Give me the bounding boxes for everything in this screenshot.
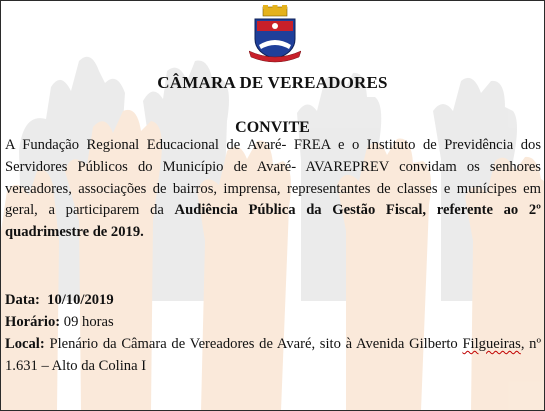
place-label: Local: (5, 336, 45, 352)
time-label: Horário: (5, 314, 61, 330)
event-time (5, 312, 541, 334)
spellcheck-word: Filgueiras (462, 336, 521, 352)
place-value-part1: Plenário da Câmara de Vereadores de Avaré, sito à Avenida Gilberto (49, 336, 463, 352)
page-title: CÂMARA DE VEREADORES (157, 73, 388, 92)
invitation-paragraph (5, 135, 541, 244)
date-label: Data: (5, 292, 40, 308)
place-value-part2: , nº 1.631 – Alto da Colina I (5, 336, 542, 374)
invitation-heading: CONVITE (235, 119, 310, 136)
event-date (5, 290, 541, 312)
paragraph-intro-text: A Fundação Regional Educacional de Avaré- FREA e o Instituto de Previdência dos Servidores Públicos do Município de Avaré- AVAREPREV convidam os senhores vereadores, associações de bairros, imprensa, representantes de classes e munícipes em geral, a participarem da (5, 137, 541, 219)
event-location (5, 334, 541, 378)
date-value: 10/10/2019 (47, 292, 114, 308)
coat-of-arms-crest (249, 5, 301, 65)
paragraph-end-text: . (140, 224, 144, 241)
time-value: 09 horas (63, 314, 114, 330)
paragraph-bold-text: Audiência Pública da Gestão Fiscal, referente ao 2º quadrimestre de 2019 (5, 202, 541, 241)
